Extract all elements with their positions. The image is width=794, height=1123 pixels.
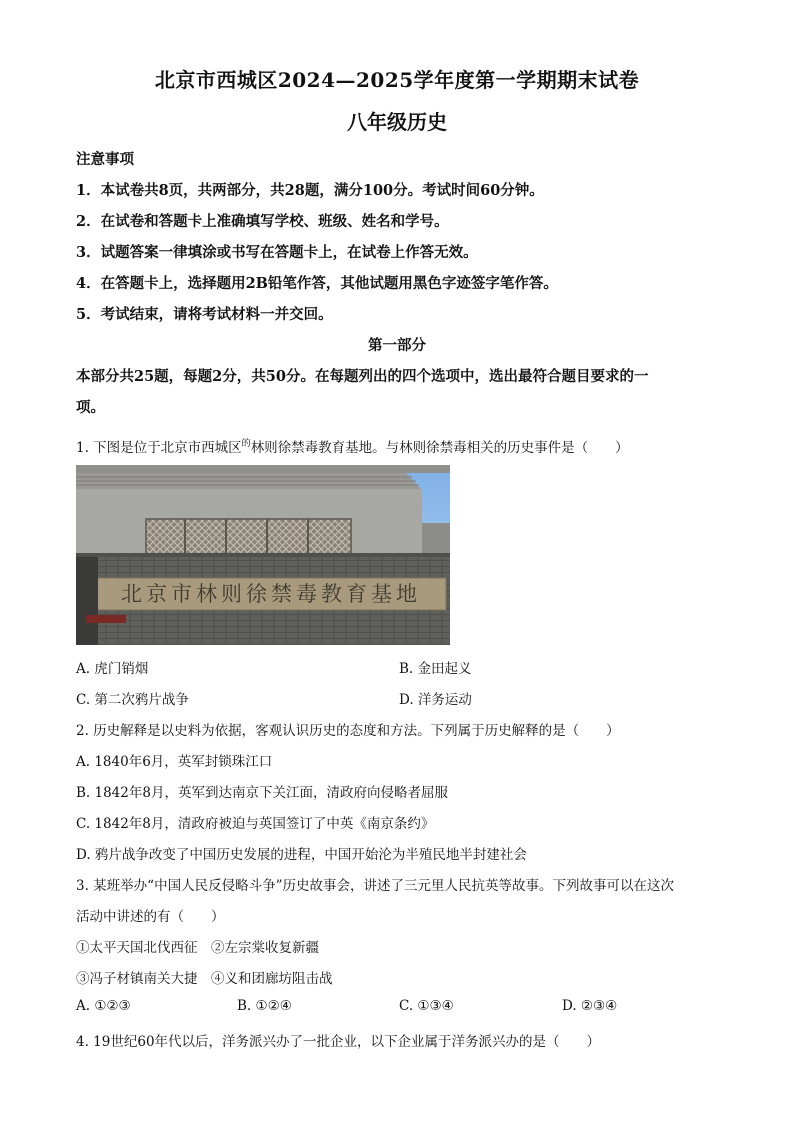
q3-stem-line2: 活动中讲述的有（ ） xyxy=(76,909,225,925)
q2-option-c: C. 1842年8月，清政府被迫与英国签订了中英《南京条约》 xyxy=(76,816,435,832)
part1-intro-line1: 本部分共25题，每题2分，共50分。在每题列出的四个选项中，选出最符合题目要求的一 xyxy=(76,368,649,385)
q3-option-d: D. ②③④ xyxy=(562,998,618,1014)
note-item: 5．考试结束，请将考试材料一并交回。 xyxy=(76,306,333,323)
q1-option-a: A. 虎门销烟 xyxy=(76,661,149,677)
q1-option-b: B. 金田起义 xyxy=(399,661,472,677)
note-item: 1．本试卷共8页，共两部分，共28题，满分100分。考试时间60分钟。 xyxy=(76,182,544,199)
lin-zexu-base-photo xyxy=(76,465,450,645)
q4-stem: 4. 19世纪60年代以后，洋务派兴办了一批企业，以下企业属于洋务派兴办的是（ ） xyxy=(76,1034,601,1050)
building-sign-text: 北京市林则徐禁毒教育基地 xyxy=(121,582,421,606)
q1-stem xyxy=(76,436,629,456)
q1-option-d: D. 洋务运动 xyxy=(399,692,472,708)
notes-heading: 注意事项 xyxy=(76,151,134,168)
q1-stem-b: 林则徐禁毒教育基地。与林则徐禁毒相关的历史事件是（ ） xyxy=(250,440,629,456)
note-item: 3．试题答案一律填涂或书写在答题卡上，在试卷上作答无效。 xyxy=(76,244,478,261)
q3-stem-line1: 3. 某班举办“中国人民反侵略斗争”历史故事会，讲述了三元里人民抗英等故事。下列故事可以在这次 xyxy=(76,878,674,894)
note-item: 4．在答题卡上，选择题用2B铅笔作答，其他试题用黑色字迹签字笔作答。 xyxy=(76,275,558,292)
q2-stem: 2. 历史解释是以史料为依据，客观认识历史的态度和方法。下列属于历史解释的是（ ） xyxy=(76,723,620,739)
exam-title: 北京市西城区2024—2025学年度第一学期期末试卷 xyxy=(154,68,640,92)
q3-option-b: B. ①②④ xyxy=(237,998,292,1014)
q3-items-line1: ①太平天国北伐西征 ②左宗棠收复新疆 xyxy=(76,940,319,956)
note-item: 2．在试卷和答题卡上准确填写学校、班级、姓名和学号。 xyxy=(76,213,449,230)
q1-stem-sup: 的 xyxy=(241,439,251,449)
part1-intro-line2: 项。 xyxy=(76,399,105,416)
q3-items-line2: ③冯子材镇南关大捷 ④义和团廊坊阻击战 xyxy=(76,971,333,987)
q1-option-c: C. 第二次鸦片战争 xyxy=(76,692,189,708)
q3-option-a: A. ①②③ xyxy=(76,998,131,1014)
q2-option-b: B. 1842年8月，英军到达南京下关江面，清政府向侵略者屈服 xyxy=(76,785,448,801)
q1-stem-a: 1. 下图是位于北京市西城区 xyxy=(76,440,242,456)
exam-subtitle: 八年级历史 xyxy=(347,110,447,134)
q3-option-c: C. ①③④ xyxy=(399,998,454,1014)
part1-title: 第一部分 xyxy=(368,337,426,354)
q2-option-d: D. 鸦片战争改变了中国历史发展的进程，中国开始沦为半殖民地半封建社会 xyxy=(76,847,527,863)
q2-option-a: A. 1840年6月，英军封锁珠江口 xyxy=(76,754,273,770)
